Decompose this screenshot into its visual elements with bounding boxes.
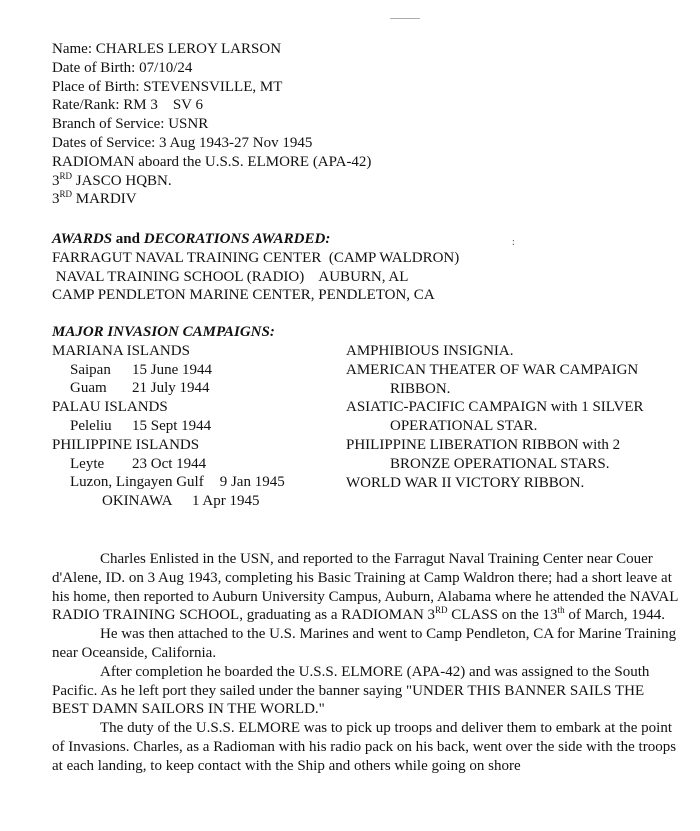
campaign-date: 9 Jan 1945 bbox=[219, 474, 285, 491]
narrative-p1-b: CLASS on the 13 bbox=[447, 607, 558, 624]
campaign-date: 15 Sept 1944 bbox=[132, 417, 212, 434]
pob-line: Place of Birth: STEVENSVILLE, MT bbox=[52, 78, 283, 95]
decoration-item: WORLD WAR II VICTORY RIBBON. bbox=[346, 474, 585, 491]
campaigns-title: MAJOR INVASION CAMPAIGNS: bbox=[52, 324, 275, 340]
campaign-place: Saipan bbox=[70, 361, 111, 378]
service-dates-line: Dates of Service: 3 Aug 1943-27 Nov 1945 bbox=[52, 134, 313, 151]
decoration-item: PHILIPPINE LIBERATION RIBBON with 2 bbox=[346, 436, 621, 453]
decoration-item: AMERICAN THEATER OF WAR CAMPAIGN bbox=[346, 361, 639, 378]
campaign-place: Guam bbox=[70, 380, 107, 397]
narrative-p1-sup1: RD bbox=[435, 605, 448, 616]
decorations-list bbox=[346, 342, 686, 492]
dob-line: Date of Birth: 07/10/24 bbox=[52, 59, 193, 76]
campaign-luzon bbox=[52, 473, 352, 492]
campaign-date: 15 June 1944 bbox=[132, 361, 212, 378]
campaign-place: Leyte bbox=[70, 455, 105, 472]
narrative-p1-c: of March, 1944. bbox=[564, 607, 665, 624]
palau-heading: PALAU ISLANDS bbox=[52, 399, 168, 416]
campaign-guam bbox=[52, 379, 352, 398]
mardiv-num: 3 bbox=[52, 191, 60, 208]
rank-line: Rate/Rank: RM 3 SV 6 bbox=[52, 97, 203, 114]
campaign-place: Luzon, Lingayen Gulf bbox=[70, 474, 204, 491]
narrative-paragraph: He was then attached to the U.S. Marines and went to Camp Pendleton, CA for Marine Training near Oceanside, California. bbox=[52, 626, 677, 661]
mardiv-text: MARDIV bbox=[72, 191, 137, 208]
radioman-line: RADIOMAN aboard the U.S.S. ELMORE (APA-42) bbox=[52, 153, 372, 170]
narrative-p1-a: Charles Enlisted in the USN, and reported to the Farragut Naval Training Center near Couer d'Alene, ID. on 3 Aug 1943, completing his Basic Training at Camp Waldron there; had a short leave at his home, then reported to Auburn University Campus, Auburn, Alabama where he attended the NAVAL RADIO TRAINING SCHOOL, graduating as a RADIOMAN 3 bbox=[52, 551, 678, 624]
narrative-p1-sup2: th bbox=[557, 605, 565, 616]
decoration-item: ASIATIC-PACIFIC CAMPAIGN with 1 SILVER bbox=[346, 399, 644, 416]
jasco-text: JASCO HQBN. bbox=[72, 172, 172, 189]
awards-title-and: and bbox=[112, 231, 144, 247]
name-line: Name: CHARLES LEROY LARSON bbox=[52, 41, 282, 57]
jasco-num: 3 bbox=[52, 172, 60, 189]
decoration-item-cont: RIBBON. bbox=[390, 380, 451, 397]
campaign-place: Peleliu bbox=[70, 417, 112, 434]
jasco-sup: RD bbox=[59, 170, 73, 181]
award-line: NAVAL TRAINING SCHOOL (RADIO) AUBURN, AL bbox=[52, 268, 409, 285]
awards-section bbox=[52, 230, 672, 305]
campaign-okinawa bbox=[52, 492, 352, 511]
campaign-peleliu bbox=[52, 417, 352, 436]
narrative-paragraph: After completion he boarded the U.S.S. ELMORE (APA-42) and was assigned to the South Pacific. As he left port they sailed under the banner saying "UNDER THIS BANNER SAILS THE BEST DAMN SAILORS IN THE WORLD." bbox=[52, 663, 650, 718]
campaign-leyte bbox=[52, 455, 352, 474]
campaign-place: OKINAWA bbox=[102, 493, 173, 510]
award-line: CAMP PENDLETON MARINE CENTER, PENDLETON, CA bbox=[52, 287, 435, 304]
awards-title bbox=[52, 230, 672, 249]
award-line: FARRAGUT NAVAL TRAINING CENTER (CAMP WALDRON) bbox=[52, 249, 460, 266]
decoration-item-cont: OPERATIONAL STAR. bbox=[390, 418, 538, 435]
campaign-date: 23 Oct 1944 bbox=[132, 455, 207, 472]
jasco-line bbox=[52, 172, 672, 191]
decoration-item-cont: BRONZE OPERATIONAL STARS. bbox=[390, 455, 610, 472]
narrative-paragraph: The duty of the U.S.S. ELMORE was to pick up troops and deliver them to embark at the point of Invasions. Charles, as a Radioman with his radio pack on his back, went over the side with the troops at each landing, to keep contact with the Ship and others while going on shore bbox=[52, 720, 677, 774]
mariana-heading: MARIANA ISLANDS bbox=[52, 342, 190, 359]
narrative-text bbox=[52, 550, 682, 776]
campaign-saipan bbox=[52, 361, 352, 380]
mardiv-line bbox=[52, 190, 672, 209]
campaigns-section bbox=[52, 323, 352, 511]
narrative-paragraph bbox=[52, 550, 682, 625]
scan-artifact bbox=[390, 18, 420, 19]
campaign-date: 1 Apr 1945 bbox=[192, 493, 260, 510]
service-record-header bbox=[52, 40, 672, 209]
awards-title-b: DECORATIONS AWARDED: bbox=[143, 231, 331, 247]
philippine-heading: PHILIPPINE ISLANDS bbox=[52, 436, 200, 453]
campaign-date: 21 July 1944 bbox=[132, 380, 210, 397]
decoration-item: AMPHIBIOUS INSIGNIA. bbox=[346, 343, 514, 359]
branch-line: Branch of Service: USNR bbox=[52, 116, 209, 133]
mardiv-sup: RD bbox=[59, 189, 73, 200]
awards-title-a: AWARDS bbox=[52, 231, 113, 247]
stray-mark: : bbox=[512, 237, 515, 248]
